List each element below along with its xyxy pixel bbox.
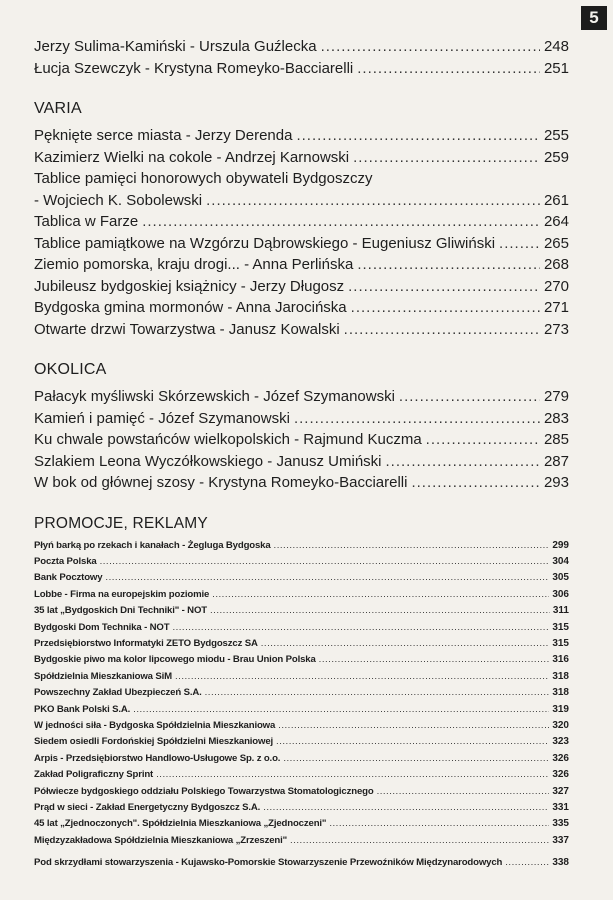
toc-entry-page: 306 (552, 588, 569, 600)
leader-dots (499, 233, 540, 255)
leader-dots (294, 408, 540, 430)
toc-entry-title: Tablica w Farze (34, 213, 139, 230)
toc-entry (34, 669, 569, 685)
toc-entry-title: Płyń barką po rzekach i kanałach - Żegluga Bydgoska (34, 539, 271, 551)
toc-entry (34, 855, 569, 871)
section-heading: PROMOCJE, REKLAMY (34, 514, 208, 532)
toc-entry (34, 767, 569, 783)
toc-entry (34, 125, 569, 147)
toc-entry (34, 538, 569, 554)
leader-dots (283, 751, 549, 767)
leader-dots (329, 816, 549, 832)
leader-dots (296, 125, 540, 147)
section-promocje (34, 514, 569, 872)
toc-entry (34, 386, 569, 408)
toc-entry (34, 429, 569, 451)
toc-entry (34, 570, 569, 586)
leader-dots (100, 554, 550, 570)
leader-dots (321, 36, 540, 58)
toc-entry-title: Pałacyk myśliwski Skórzewskich - Józef Szymanowski (34, 388, 395, 405)
toc-intro-entries (34, 36, 569, 79)
toc-entry-page: 320 (552, 719, 569, 731)
toc-entry-page: 326 (552, 769, 569, 781)
toc-entry-page: 319 (552, 703, 569, 715)
leader-dots (505, 855, 549, 871)
toc-entry-page: 261 (543, 191, 569, 209)
leader-dots (156, 767, 549, 783)
toc-entry-title: 45 lat „Zjednoczonych". Spółdzielnia Mieszkaniowa „Zjednoczeni" (34, 818, 327, 830)
toc-entry (34, 276, 569, 298)
toc-entry-title: Kazimierz Wielki na cokole - Andrzej Karnowski (34, 148, 350, 166)
toc-entry (34, 636, 569, 652)
leader-dots (206, 190, 540, 212)
toc-entry-title: Bydgoska gmina mormonów - Anna Jarocińska (34, 299, 347, 316)
toc-entry-page: 293 (543, 474, 569, 491)
toc-entry-title: Powszechny Zakład Ubezpieczeń S.A. (34, 687, 202, 699)
toc-entry (34, 554, 569, 570)
toc-entry (34, 233, 569, 255)
leader-dots (399, 386, 540, 408)
toc-entry-page: 315 (552, 637, 569, 649)
toc-entry-author: - Wojciech K. Sobolewski (34, 191, 203, 209)
toc-entry-page: 268 (543, 256, 569, 273)
toc-entry-title: Bydgoski Dom Technika - NOT (34, 621, 170, 633)
toc-entry-page: 259 (543, 148, 569, 166)
toc-entry (34, 603, 569, 619)
toc-entry-title: Tablice pamięci honorowych obywateli Bydgoszczy (34, 170, 373, 187)
toc-entry (34, 147, 569, 169)
section-entries (34, 386, 569, 494)
toc-entry-page: 285 (543, 431, 569, 448)
toc-entry-title: Poczta Polska (34, 555, 97, 567)
leader-dots (386, 451, 540, 473)
toc-entry-title: Pod skrzydłami stowarzyszenia - Kujawsko-Pomorskie Stowarzyszenie Przewoźników Międzynarodowych (34, 857, 503, 869)
toc-entry (34, 784, 569, 800)
toc-entry-page: 264 (543, 213, 569, 230)
toc-entry (34, 620, 569, 636)
toc-entry-title: Bank Pocztowy (34, 572, 103, 584)
toc-entry-title: PKO Bank Polski S.A. (34, 703, 131, 715)
toc-entry-page: 304 (552, 555, 569, 567)
toc-entry-page: 251 (543, 59, 569, 77)
toc-entry-title: Tablice pamiątkowe na Wzgórzu Dąbrowskiego - Eugeniusz Gliwiński (34, 234, 496, 252)
toc-entry-page: 283 (543, 409, 569, 427)
toc-entry-page: 271 (543, 299, 569, 316)
toc-entry-page: 305 (552, 572, 569, 584)
section-heading: OKOLICA (34, 361, 107, 378)
leader-dots (142, 211, 540, 233)
leader-dots (357, 58, 540, 80)
toc-entry (34, 472, 569, 494)
leader-dots (319, 652, 550, 668)
toc-entry-title: Ku chwale powstańców wielkopolskich - Rajmund Kuczma (34, 431, 422, 448)
toc-entry (34, 718, 569, 734)
toc-entry (34, 319, 569, 341)
toc-entry-page: 318 (552, 670, 569, 682)
toc-entry-page: 287 (543, 452, 569, 470)
leader-dots (263, 800, 549, 816)
toc-entry-title: Przedsiębiorstwo Informatyki ZETO Bydgoszcz SA (34, 637, 258, 649)
section-okolica (34, 360, 569, 494)
toc-entry (34, 816, 569, 832)
toc-entry (34, 451, 569, 473)
toc-entry-title: 35 lat „Bydgoskich Dni Techniki" - NOT (34, 605, 207, 617)
toc-entry-page: 337 (552, 834, 569, 846)
toc-entry (34, 652, 569, 668)
toc-entry (34, 211, 569, 233)
toc-entry (34, 58, 569, 80)
toc-entry (34, 297, 569, 319)
leader-dots (133, 702, 549, 718)
section-entries (34, 125, 569, 340)
toc-entry (34, 800, 569, 816)
toc-entry-title: Siedem osiedli Fordońskiej Spółdzielni Mieszkaniowej (34, 736, 274, 748)
toc-entry (34, 254, 569, 276)
toc-entry (34, 685, 569, 701)
toc-entry (34, 587, 569, 603)
leader-dots (426, 429, 540, 451)
leader-dots (261, 636, 550, 652)
toc-entry-page: 318 (552, 687, 569, 699)
leader-dots (212, 587, 549, 603)
toc-entry-page: 335 (552, 818, 569, 830)
toc-entry-page: 326 (552, 752, 569, 764)
toc-entry-page: 299 (552, 539, 569, 551)
leader-dots (278, 718, 549, 734)
leader-dots (172, 620, 549, 636)
toc-entry-title: Ziemio pomorska, kraju drogi... - Anna Perlińska (34, 256, 354, 273)
table-of-contents (34, 36, 569, 872)
toc-entry-title: Zakład Poligraficzny Sprint (34, 769, 154, 781)
section-entries (34, 538, 569, 872)
toc-entry (34, 833, 569, 849)
toc-entry-page: 273 (543, 320, 569, 338)
toc-entry-title: Lobbe - Firma na europejskim poziomie (34, 588, 210, 600)
toc-entry-page: 323 (552, 736, 569, 748)
toc-entry (34, 190, 569, 212)
toc-entry (34, 734, 569, 750)
leader-dots (351, 297, 540, 319)
leader-dots (290, 833, 549, 849)
toc-entry-page: 279 (543, 388, 569, 405)
section-varia (34, 99, 569, 340)
toc-entry (34, 408, 569, 430)
leader-dots (344, 319, 540, 341)
toc-entry-page: 331 (552, 802, 569, 813)
leader-dots (353, 147, 540, 169)
toc-entry-page: 316 (552, 654, 569, 666)
leader-dots (210, 603, 550, 619)
toc-entry-page: 265 (543, 234, 569, 252)
toc-entry-title: Prąd w sieci - Zakład Energetyczny Bydgoszcz S.A. (34, 802, 261, 813)
toc-entry-title: Bydgoskie piwo ma kolor lipcowego miodu - Brau Union Polska (34, 654, 316, 666)
section-heading: VARIA (34, 100, 82, 117)
leader-dots (276, 734, 549, 750)
toc-entry-title: Spółdzielnia Mieszkaniowa SiM (34, 670, 172, 682)
toc-entry-title: Szlakiem Leona Wyczółkowskiego - Janusz Umiński (34, 452, 382, 470)
toc-entry-title: W jedności siła - Bydgoska Spółdzielnia Mieszkaniowa (34, 719, 276, 731)
leader-dots (205, 685, 550, 701)
toc-entry-title: Arpis - Przedsiębiorstwo Handlowo-Usługowe Sp. z o.o. (34, 752, 281, 764)
leader-dots (357, 254, 540, 276)
toc-entry-title: Międzyzakładowa Spółdzielnia Mieszkaniowa „Zrzeszeni" (34, 834, 288, 846)
toc-entry (34, 36, 569, 58)
toc-entry-title: Jubileusz bydgoskiej książnicy - Jerzy Długosz (34, 277, 345, 295)
toc-entry-title: W bok od głównej szosy - Krystyna Romeyko-Bacciarelli (34, 474, 408, 491)
leader-dots (105, 570, 549, 586)
leader-dots (274, 538, 550, 554)
toc-entry-title: Otwarte drzwi Towarzystwa - Janusz Kowalski (34, 320, 340, 338)
leader-dots (348, 276, 540, 298)
leader-dots (377, 784, 550, 800)
toc-entry-page: 311 (552, 605, 569, 617)
leader-dots (411, 472, 540, 494)
toc-entry-page: 255 (543, 127, 569, 144)
toc-entry-page: 338 (552, 857, 569, 869)
toc-entry-title: Półwiecze bydgoskiego oddziału Polskiego Towarzystwa Stomatologicznego (34, 785, 374, 797)
toc-entry (34, 751, 569, 767)
leader-dots (175, 669, 549, 685)
page-number-badge: 5 (581, 6, 607, 30)
toc-entry (34, 702, 569, 718)
toc-entry-title: Kamień i pamięć - Józef Szymanowski (34, 409, 290, 427)
toc-entry-title: Łucja Szewczyk - Krystyna Romeyko-Bacciarelli (34, 59, 354, 77)
toc-entry-title: Jerzy Sulima-Kamiński - Urszula Guźlecka (34, 38, 317, 55)
toc-entry-title: Pęknięte serce miasta - Jerzy Derenda (34, 127, 293, 144)
toc-entry-page: 327 (552, 785, 569, 797)
toc-entry-page: 315 (552, 621, 569, 633)
toc-entry-page: 248 (543, 38, 569, 55)
toc-entry-page: 270 (543, 277, 569, 295)
